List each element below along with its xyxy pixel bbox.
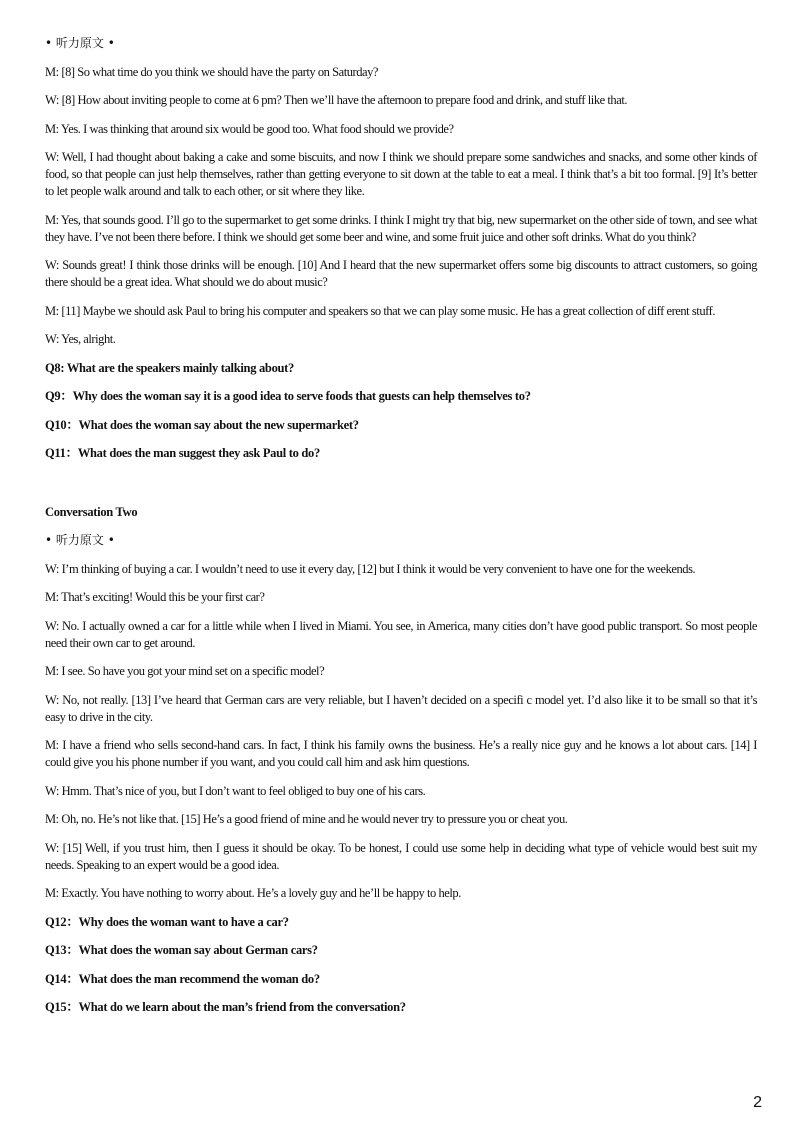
question: Q13：What does the woman say about German cars?: [45, 943, 318, 957]
dialogue-line: M: [11] Maybe we should ask Paul to bring his computer and speakers so that we can play some music. He has a great collection of diff erent stuff.: [45, 303, 715, 318]
dialogue-line: W: Yes, alright.: [45, 332, 116, 346]
dialogue-line: W: Hmm. That’s nice of you, but I don’t want to feel obliged to buy one of his cars.: [45, 783, 426, 798]
question: Q10：What does the woman say about the new supermarket?: [45, 417, 359, 432]
question: Q11：What does the man suggest they ask Paul to do?: [45, 446, 320, 460]
question: Q8: What are the speakers mainly talking about?: [45, 360, 294, 375]
dialogue-line: W: No, not really. [13] I’ve heard that German cars are very reliable, but I haven’t decided on a specifi c model yet. I’d also like it to be small so that it’s easy to drive in the city.: [45, 692, 757, 724]
dialogue-line: M: Oh, no. He’s not like that. [15] He’s a good friend of mine and he would never try to pressure you or cheat you.: [45, 812, 568, 826]
question: Q9：Why does the woman say it is a good idea to serve foods that guests can help themselves to?: [45, 389, 531, 403]
dialogue-line: W: I’m thinking of buying a car. I wouldn’t need to use it every day, [12] but I think it would be very convenient to have one for the weekends.: [45, 561, 696, 576]
dialogue-line: M: Yes, that sounds good. I’ll go to the supermarket to get some drinks. I think I might try that big, new supermarket on the other side of town, and see what they have. I’ve not been there before. I think we should get some beer and wine, and some fruit juice and other soft drinks. What do you think?: [45, 212, 757, 244]
dialogue-line: W: Sounds great! I think those drinks will be enough. [10] And I heard that the new supermarket offers some big discounts to attract customers, so going there should be a great idea. What should we do about music?: [45, 258, 757, 289]
dialogue-line: M: I have a friend who sells second-hand cars. In fact, I think his family owns the business. He’s a really nice guy and he knows a lot about cars. [14] I could give you his phone number if you want, and you could call him and ask him questions.: [45, 738, 757, 769]
page-number: 2: [753, 1094, 762, 1111]
dialogue-line: W: No. I actually owned a car for a little while when I lived in Miami. You see, in America, many cities don’t have good public transport. So most people need their own car to get around.: [45, 618, 757, 650]
transcript-header: • 听力原文 •: [45, 533, 115, 547]
question: Q14：What does the man recommend the woman do?: [45, 971, 320, 986]
conversation-two: [45, 504, 757, 1017]
dialogue-line: M: Exactly. You have nothing to worry about. He’s a lovely guy and he’ll be happy to help.: [45, 886, 461, 900]
dialogue-line: M: Yes. I was thinking that around six would be good too. What food should we provide?: [45, 121, 454, 136]
conversation-one: [45, 35, 757, 462]
section-spacer: [45, 474, 757, 504]
question: Q15：What do we learn about the man’s friend from the conversation?: [45, 1000, 406, 1014]
dialogue-line: W: [15] Well, if you trust him, then I guess it should be okay. To be honest, I could use some help in deciding what type of vehicle would best suit my needs. Speaking to an expert would be a good idea.: [45, 840, 757, 872]
dialogue-line: M: [8] So what time do you think we should have the party on Saturday?: [45, 64, 379, 79]
document-page: [45, 35, 757, 1028]
dialogue-line: W: Well, I had thought about baking a cake and some biscuits, and now I think we should prepare some sandwiches and snacks, and some other kinds of food, so that people can just help themselves, rather than getting everyone to sit down at the table to eat a meal. I think that’s a bit too formal. [9] It’s better to let people walk around and talk to each other, or sit where they like.: [45, 150, 757, 198]
transcript-header: • 听力原文 •: [45, 36, 115, 50]
dialogue-line: M: That’s exciting! Would this be your first car?: [45, 590, 265, 604]
dialogue-line: M: I see. So have you got your mind set on a specific model?: [45, 664, 325, 678]
question: Q12：Why does the woman want to have a car?: [45, 914, 289, 929]
dialogue-line: W: [8] How about inviting people to come at 6 pm? Then we’ll have the afternoon to prepare food and drink, and stuff like that.: [45, 93, 628, 107]
section-title: Conversation Two: [45, 504, 138, 519]
